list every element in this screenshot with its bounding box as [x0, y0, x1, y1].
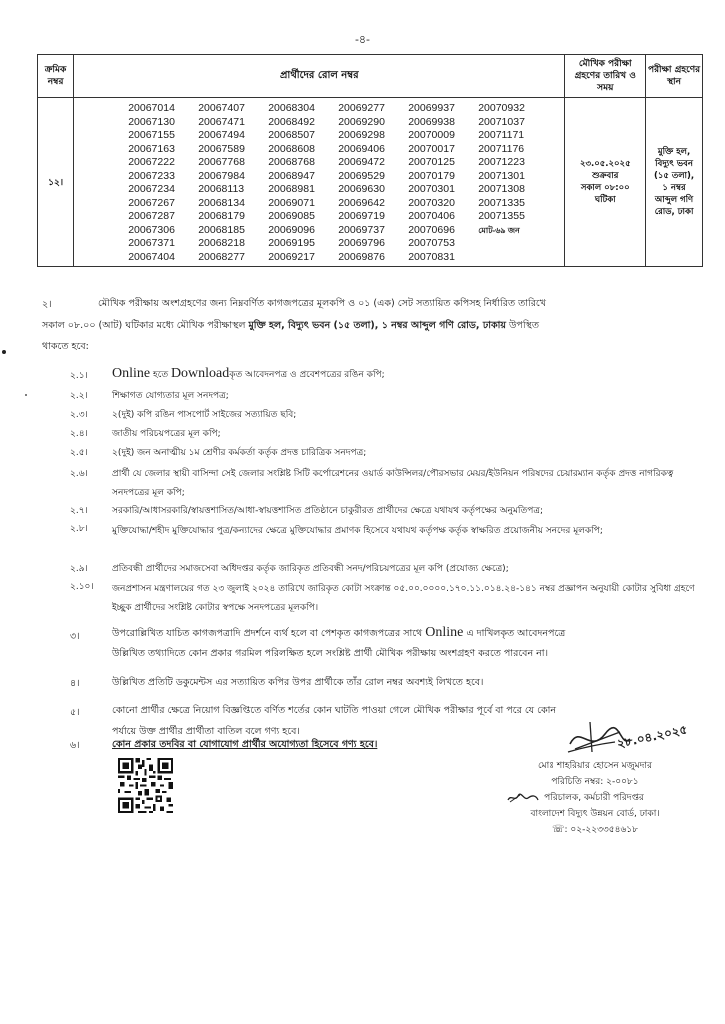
scan-mark	[25, 394, 27, 396]
roll-number: 20068185	[198, 223, 245, 236]
roll-number: 20069630	[338, 183, 385, 195]
phone-number: : ০২-২২৩৩৫৪৬১৮	[564, 825, 638, 835]
signatory-id: পরিচিতি নম্বর: ২-০০৮১	[551, 777, 639, 787]
serial-cell: ১২।	[38, 98, 74, 267]
item-text: জাতীয় পরিচয়পত্রের মূল কপি;	[112, 429, 221, 439]
item-text: শিক্ষাগত যোগ্যতার মূল সনদপত্র;	[112, 391, 229, 401]
roll-number: 20069406	[338, 142, 385, 155]
item-text: ২(দুই) জন অনাত্মীয় ১ম শ্রেণীর কর্মকর্তা কর্তৃক প্রদত্ত চারিত্রিক সনদপত্র;	[112, 448, 367, 458]
item-number: ২.৯।	[70, 564, 88, 574]
section-2-number: ২।	[42, 299, 52, 310]
roll-cell	[74, 98, 565, 267]
scan-mark	[2, 350, 6, 354]
roll-number: 20069876	[338, 250, 385, 263]
roll-number: 20071037	[478, 115, 525, 128]
signatory-org: বাংলাদেশ বিদ্যুৎ উন্নয়ন বোর্ড, ঢাকা।	[530, 809, 660, 819]
signatory-name: মোঃ শাহরিয়ার হোসেন মজুমদার	[538, 761, 652, 771]
roll-number: 20067306	[128, 223, 175, 236]
roll-number: 20069277	[338, 102, 385, 114]
roll-number: 20068218	[198, 237, 245, 249]
roll-number: 20068492	[268, 115, 315, 128]
header-serial: ক্রমিক নম্বর	[38, 55, 74, 98]
roll-number: 20067404	[128, 250, 175, 263]
roll-number-table	[37, 54, 703, 267]
roll-number: 20069938	[408, 115, 455, 128]
date-line: ২৩.০৫.২০২৫	[579, 159, 631, 169]
item-number: ২.৭।	[70, 506, 88, 516]
venue-line: রোড, ঢাকা	[654, 207, 694, 217]
section-2-text: সকাল ০৮.০০ (আট) ঘটিকার মধ্যে মৌখিক পরীক্ষাস্থল	[42, 320, 249, 331]
roll-number: 20067589	[198, 142, 245, 155]
roll-number: 20071335	[478, 196, 525, 209]
roll-number: 20070017	[408, 142, 455, 155]
date-time-cell	[565, 98, 646, 267]
item-number: ২.৬।	[70, 469, 88, 479]
signatory-block	[480, 758, 710, 838]
item-number: ২.৪।	[70, 429, 88, 439]
item-text-part: কৃত আবেদনপত্র ও প্রবেশপত্রের রঙিন কপি;	[229, 370, 385, 380]
roll-number: 20069737	[338, 223, 385, 236]
section-4-text: উল্লিখিত প্রতিটি ডকুমেন্টস এর সত্যায়িত কপির উপর প্রার্থীকে তাঁর রোল নম্বর অবশ্যই লিখতে হবে।	[112, 677, 484, 688]
table-row	[38, 98, 703, 267]
roll-number: 20067234	[128, 183, 175, 195]
section-3-line-1	[112, 624, 712, 642]
roll-number: 20070406	[408, 210, 455, 222]
roll-number: 20069472	[338, 156, 385, 168]
roll-number: 20068507	[268, 129, 315, 141]
roll-number: 20070932	[478, 102, 525, 114]
roll-number: 20069195	[268, 237, 315, 249]
section-5-line-1: কোনো প্রার্থীর ক্ষেত্রে নিয়োগ বিজ্ঞপ্তিতে বর্ণিত শর্তের কোন ঘাটতি পাওয়া গেলে মৌখিক পরীক্ষার পূর্বে বা পরে যে কোন	[112, 705, 557, 716]
roll-number: 20068947	[268, 169, 315, 182]
roll-number: 20069937	[408, 102, 455, 114]
venue-cell	[646, 98, 703, 267]
roll-number: 20070179	[408, 169, 455, 182]
item-number: ২.২।	[70, 391, 88, 401]
roll-number: 20069796	[338, 237, 385, 249]
item-text: প্রতিবন্ধী প্রার্থীদের সমাজসেবা অধিদপ্তর কর্তৃক জারিকৃত প্রতিবন্ধী সনদ/পরিচয়পত্রের মূল কপি (প্রযোজ্য ক্ষেত্রে);	[112, 564, 509, 574]
qr-code-icon	[118, 757, 173, 814]
section-3-line-2: উল্লিখিত তথ্যাদিতে কোন প্রকার গরমিল পরিলক্ষিত হলে সংশ্লিষ্ট প্রার্থী মৌখিক পরীক্ষায় অংশগ্রহণ করতে পারবেন না।	[112, 648, 548, 659]
roll-grid	[128, 102, 564, 264]
item-number: ২.৫।	[70, 448, 88, 458]
venue-line: মুক্তি হল,	[657, 147, 691, 157]
roll-number: 20068608	[268, 142, 315, 155]
roll-number: 20068134	[198, 196, 245, 209]
time-line: সকাল ০৮:০০	[580, 183, 630, 193]
roll-number: 20067407	[198, 102, 245, 114]
roll-number: 20069096	[268, 223, 315, 236]
item-text	[112, 366, 702, 383]
roll-number: 20067155	[128, 129, 175, 141]
latin-text: Online	[112, 366, 151, 381]
section-2-text: উপস্থিত	[505, 320, 539, 331]
latin-text: Download	[170, 366, 230, 381]
roll-number: 20068981	[268, 183, 315, 195]
roll-number: 20070009	[408, 129, 455, 141]
roll-number: 20069085	[268, 210, 315, 222]
roll-number: 20067287	[128, 210, 175, 222]
section-5-number: ৫।	[70, 707, 80, 718]
section-3-text: উপরোল্লিখিত যাচিত কাগজপত্রাদি প্রদর্শনে ব্যর্থ হলে বা পেশকৃত কাগজপত্রের সাথে	[112, 628, 426, 639]
day-line: শুক্রবার	[592, 171, 619, 181]
roll-number: 20067014	[128, 102, 175, 114]
item-text-part: হতে	[150, 370, 171, 380]
designation-text: পরিচালক, কর্মচারী পরিদপ্তর	[544, 793, 644, 803]
venue-line: ১ নম্বর	[662, 183, 686, 193]
roll-number: 20070301	[408, 183, 455, 195]
roll-number: 20070753	[408, 237, 455, 249]
section-5-line-2: পর্যায়ে উক্ত প্রার্থীর প্রার্থীতা বাতিল বলে গণ্য হবে।	[112, 726, 300, 737]
venue-line: (১৫ তলা),	[653, 171, 695, 181]
section-3-text: এ দাখিলকৃত আবেদনপত্রে	[463, 628, 566, 639]
roll-number: 20067494	[198, 129, 245, 141]
venue-bold-text: মুক্তি হল, বিদ্যুৎ ভবন (১৫ তলা), ১ নম্বর আব্দুল গণি রোড, ঢাকায়	[248, 320, 506, 331]
roll-number: 20067267	[128, 196, 175, 209]
section-4-number: ৪।	[70, 678, 80, 689]
item-number: ২.১০।	[70, 582, 94, 592]
initial-icon	[506, 792, 540, 804]
roll-number: 20070320	[408, 196, 455, 209]
item-text: ২(দুই) কপি রঙিন পাসপোর্ট সাইজের সত্যায়িত ছবি;	[112, 410, 297, 420]
signatory-phone	[480, 822, 710, 838]
venue-line: বিদ্যুৎ ভবন	[655, 159, 693, 169]
item-text: প্রার্থী যে জেলার স্থায়ী বাসিন্দা সেই জেলার সংশ্লিষ্ট সিটি কর্পোরেশনের ওয়ার্ড কাউন্সিলর/পৌরসভার মেয়র/ইউনিয়ন পরিষদের চেয়ারম্যান কর্তৃক প্রদত্ত নাগরিকত্ব সনদপত্রের মূল কপি;	[112, 469, 674, 498]
roll-number: 20069071	[268, 196, 315, 209]
header-venue: পরীক্ষা গ্রহণের স্থান	[646, 55, 703, 98]
roll-number: 20068768	[268, 156, 315, 168]
roll-number: 20067233	[128, 169, 175, 182]
roll-number: 20071308	[478, 183, 525, 195]
latin-text: Online	[425, 625, 464, 640]
roll-number	[478, 237, 548, 251]
roll-number: 20068277	[198, 250, 245, 263]
roll-number: 20069642	[338, 196, 385, 209]
roll-number: 20067163	[128, 142, 175, 155]
roll-number: 20071171	[478, 129, 525, 141]
roll-number: 20067222	[128, 156, 175, 168]
roll-number: 20069529	[338, 169, 385, 182]
item-number: ২.১।	[70, 371, 88, 381]
roll-number: 20067768	[198, 156, 245, 168]
item-text: জনপ্রশাসন মন্ত্রণালয়ের গত ২৩ জুলাই ২০২৪ তারিখে জারিকৃত কোটা সংক্রান্ত ০৫.০০.০০০০.১৭০.১১.০১৪.২৪-১৪১ নম্বর প্রজ্ঞাপন অনুযায়ী কোটার সুবিধা গ্রহণে ইচ্ছুক প্রার্থীদের সংশ্লিষ্ট কোটার স্বপক্ষে সনদপত্রের মূলকপি।	[112, 584, 695, 613]
page-number: -৪-	[354, 33, 371, 46]
roll-number: 20067130	[128, 115, 175, 128]
item-text: মুক্তিযোদ্ধা/শহীদ মুক্তিযোদ্ধার পুত্র/কন্যাদের ক্ষেত্রে মুক্তিযোদ্ধার প্রমাণক হিসেবে যথাযথ কর্তৃপক্ষ কর্তৃক স্বাক্ষরিত প্রয়োজনীয় সনদের মূলকপি;	[112, 526, 603, 536]
section-6-text: কোন প্রকার তদবির বা যোগাযোগ প্রার্থীর অযোগ্যতা হিসেবে গণ্য হবে।	[112, 739, 378, 750]
roll-number: 20069290	[338, 115, 385, 128]
roll-number: 20069298	[338, 129, 385, 141]
signature-date: ২৮.০৪.২০২৫	[615, 722, 689, 751]
roll-number: 20067471	[198, 115, 245, 128]
roll-number	[478, 251, 548, 265]
roll-number: 20068304	[268, 102, 315, 114]
roll-number: 20069217	[268, 250, 315, 263]
roll-number: 20067371	[128, 237, 175, 249]
signatory-designation	[480, 790, 710, 806]
roll-number: 20070125	[408, 156, 455, 168]
roll-number: 20070831	[408, 250, 455, 263]
roll-number: 20071301	[478, 169, 525, 182]
section-2-line-1: মৌখিক পরীক্ষায় অংশগ্রহণের জন্য নিম্নবর্ণিত কাগজপত্রের মূলকপি ও ০১ (এক) সেট সত্যায়িত কপিসহ নির্ধারিত তারিখে	[98, 298, 546, 309]
roll-number: 20069719	[338, 210, 385, 222]
roll-number: 20070696	[408, 223, 455, 236]
table-header-row	[38, 55, 703, 98]
telephone-icon: ☏	[552, 824, 565, 835]
section-2-line-2	[42, 317, 712, 334]
header-roll: প্রার্থীদের রোল নম্বর	[74, 55, 565, 98]
item-number: ২.৮।	[70, 524, 88, 534]
roll-number: 20071223	[478, 156, 525, 168]
roll-number: 20068113	[198, 183, 245, 195]
venue-line: আব্দুল গণি	[654, 195, 694, 205]
header-date-time: মৌখিক পরীক্ষা গ্রহণের তারিখ ও সময়	[565, 55, 646, 98]
item-text: সরকারি/আধাসরকারি/স্বায়ত্তশাসিত/আধা-স্বায়ত্তশাসিত প্রতিষ্ঠানে চাকুরীরত প্রার্থীদের ক্ষেত্রে যথাযথ কর্তৃপক্ষের অনুমতিপত্র;	[112, 506, 543, 516]
section-3-number: ৩।	[70, 631, 80, 642]
roll-number: 20067984	[198, 169, 245, 182]
section-2-line-3: থাকতে হবে:	[42, 341, 89, 352]
roll-number: 20071355	[478, 210, 525, 222]
time-unit-line: ঘটিকা	[594, 195, 616, 205]
section-6-number: ৬।	[70, 740, 80, 751]
item-number: ২.৩।	[70, 410, 88, 420]
roll-number: 20068179	[198, 210, 245, 222]
signature-icon	[560, 714, 690, 759]
roll-number: 20071176	[478, 142, 525, 155]
roll-number: মোট-৬৯ জন	[478, 225, 520, 235]
